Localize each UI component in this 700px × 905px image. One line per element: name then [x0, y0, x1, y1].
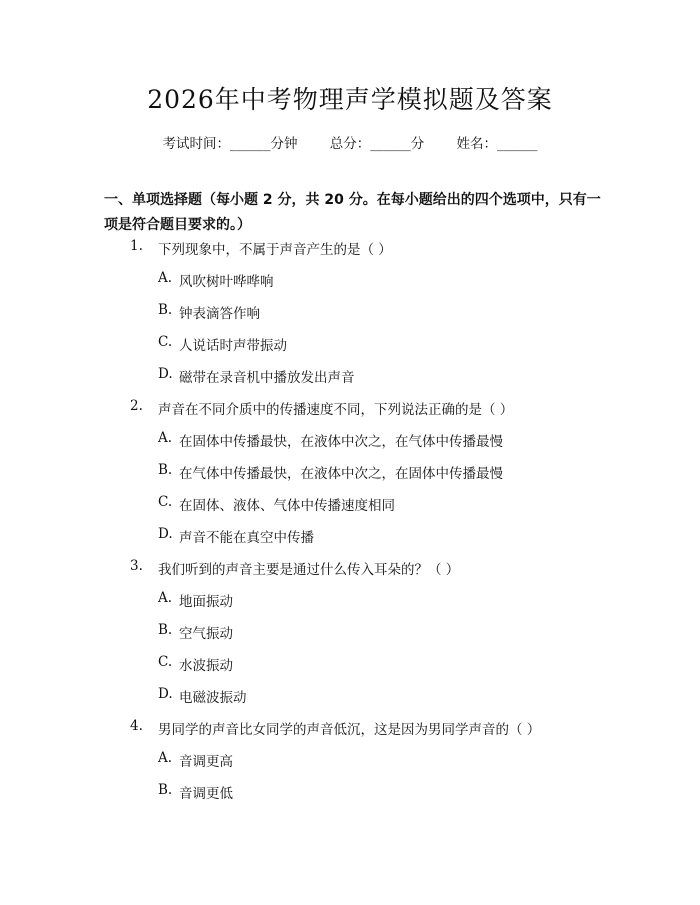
- question-text: 我们听到的声音主要是通过什么传入耳朵的？（ ）: [158, 562, 460, 578]
- option-text: 磁带在录音机中播放发出声音: [179, 370, 355, 386]
- question-text: 男同学的声音比女同学的声音低沉，这是因为男同学声音的（ ）: [158, 722, 541, 738]
- option-text: 地面振动: [179, 594, 233, 610]
- option-letter: B.: [158, 302, 173, 318]
- exam-time-field: 考试时间：______分钟: [162, 136, 298, 152]
- option-text: 音调更低: [179, 786, 233, 802]
- section-heading: 一、单项选择题（每小题 2 分，共 20 分。在每小题给出的四个选项中，只有一项是符合题目要求的。）: [104, 192, 601, 233]
- option-text: 声音不能在真空中传播: [179, 530, 314, 546]
- option-letter: C.: [158, 334, 173, 350]
- question-number: 2.: [130, 398, 143, 414]
- option-letter: C.: [158, 654, 173, 670]
- option-text: 水波振动: [179, 658, 233, 674]
- option-text: 风吹树叶哗哗响: [179, 274, 274, 290]
- option-text: 人说话时声带振动: [179, 338, 287, 354]
- student-name-field: 姓名：______: [456, 136, 538, 152]
- option-letter: C.: [158, 494, 173, 510]
- option-text: 音调更高: [179, 754, 233, 770]
- option-text: 空气振动: [179, 626, 233, 642]
- option-text: 电磁波振动: [179, 690, 247, 706]
- option-text: 在固体中传播最快，在液体中次之，在气体中传播最慢: [179, 434, 503, 450]
- option-letter: D.: [158, 526, 173, 542]
- page-title: 2026年中考物理声学模拟题及答案: [147, 85, 553, 114]
- option-letter: D.: [158, 686, 173, 702]
- option-text: 钟表滴答作响: [179, 306, 260, 322]
- question-number: 3.: [130, 558, 143, 574]
- option-letter: A.: [158, 590, 173, 606]
- question-text: 声音在不同介质中的传播速度不同，下列说法正确的是（ ）: [158, 402, 514, 418]
- option-letter: B.: [158, 462, 173, 478]
- option-letter: B.: [158, 622, 173, 638]
- option-text: 在气体中传播最快，在液体中次之，在固体中传播最慢: [179, 466, 503, 482]
- question-number: 4.: [130, 718, 143, 734]
- option-letter: B.: [158, 782, 173, 798]
- option-letter: A.: [158, 270, 173, 286]
- option-letter: A.: [158, 430, 173, 446]
- exam-info: [0, 132, 700, 152]
- question-text: 下列现象中，不属于声音产生的是（ ）: [158, 242, 392, 258]
- option-letter: A.: [158, 750, 173, 766]
- option-letter: D.: [158, 366, 173, 382]
- total-score-field: 总分：______分: [329, 136, 425, 152]
- question-number: 1.: [130, 238, 143, 254]
- option-text: 在固体、液体、气体中传播速度相同: [179, 498, 395, 514]
